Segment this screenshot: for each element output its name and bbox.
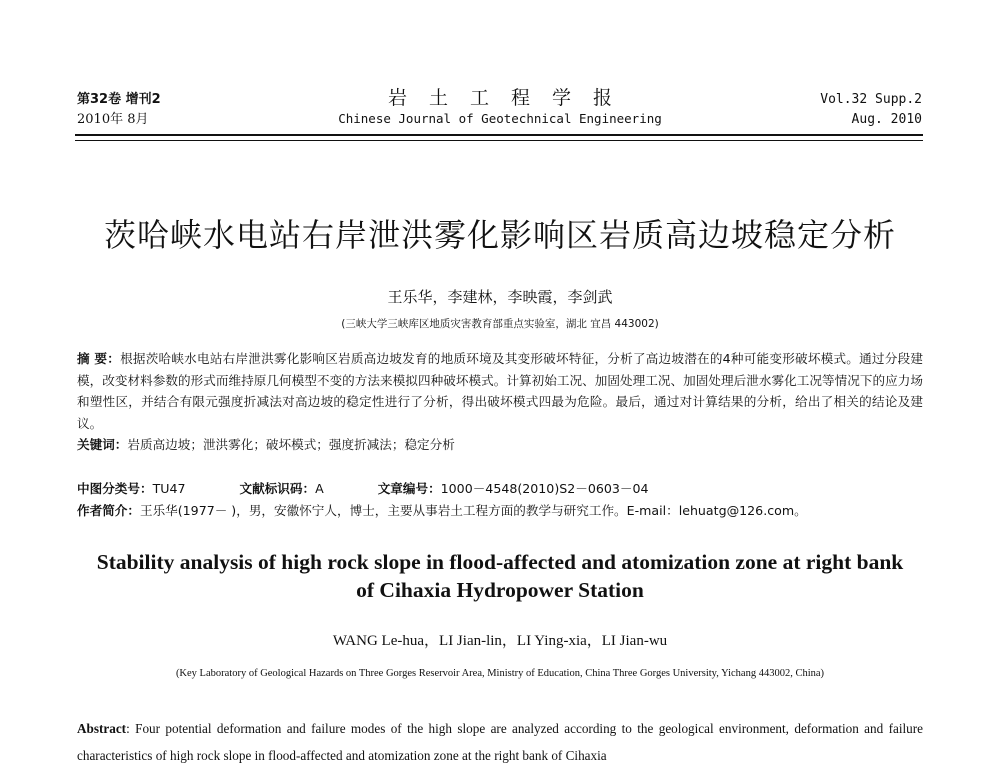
journal-name bbox=[330, 86, 670, 128]
header-rule-thick bbox=[75, 134, 923, 136]
keywords-cn bbox=[77, 434, 923, 456]
authors-cn: 王乐华，李建林，李映霞，李剑武 bbox=[387, 288, 613, 306]
keywords-cn-text: 岩质高边坡；泄洪雾化；破坏模式；强度折减法；稳定分析 bbox=[127, 437, 455, 452]
affiliation-en: (Key Laboratory of Geological Hazards on Three Gorges Reservoir Area, Ministry of Education, China Three Gorges University, Yichang 443002, China) bbox=[175, 668, 825, 679]
abstract-cn-label: 摘 要： bbox=[77, 351, 121, 366]
author-bio bbox=[77, 500, 927, 521]
bio-text: 王乐华(1977－ )，男，安徽怀宁人，博士，主要从事岩土工程方面的教学与研究工作。E-mail：lehuatg@126.com。 bbox=[139, 503, 807, 518]
paper-title-en: Stability analysis of high rock slope in flood-affected and atomization zone at right bank of Cihaxia Hydropower Station bbox=[96, 550, 904, 602]
volume-info bbox=[820, 90, 922, 130]
clc-label: 中图分类号： bbox=[77, 481, 153, 496]
bio-label: 作者简介： bbox=[77, 503, 140, 518]
keywords-cn-label: 关键词： bbox=[77, 437, 128, 452]
header-rule-thin bbox=[75, 140, 923, 141]
article-number-value: 1000－4548(2010)S2－0603－04 bbox=[440, 481, 649, 496]
abstract-cn-paragraph bbox=[77, 348, 923, 434]
issue-info bbox=[77, 90, 161, 130]
clc-value: TU47 bbox=[152, 481, 186, 496]
authors-en: WANG Le-hua，LI Jian-lin，LI Ying-xia，LI Jian-wu bbox=[332, 633, 668, 649]
issue-volume: 第32卷 增刊2 bbox=[77, 92, 161, 107]
article-number-label: 文章编号： bbox=[377, 481, 441, 496]
volume-date: Aug. 2010 bbox=[851, 112, 922, 127]
abstract-en bbox=[77, 715, 923, 769]
abstract-cn-text: 根据茨哈峡水电站右岸泄洪雾化影响区岩质高边坡发育的地质环境及其变形破坏特征，分析了高边坡潜在的4种可能变形破坏模式。通过分段建模，改变材料参数的形式而维持原几何模型不变的方法来模拟四种破坏模式。计算初始工况、加固处理工况、加固处理后泄水雾化工况等情况下的应力场和塑性区，并结合有限元强度折减法对高边坡的稳定性进行了分析，得出破坏模式四最为危险。最后，通过对计算结果的分析，给出了相关的结论及建议。 bbox=[77, 351, 923, 431]
volume-supp: Vol.32 Supp.2 bbox=[820, 92, 922, 107]
doc-code-value: A bbox=[315, 481, 324, 496]
affiliation-cn: (三峡大学三峡库区地质灾害教育部重点实验室，湖北 宜昌 443002) bbox=[341, 318, 659, 330]
paper-title-cn: 茨哈峡水电站右岸泄洪雾化影响区岩质高边坡稳定分析 bbox=[103, 216, 896, 254]
abstract-en-label: Abstract bbox=[77, 721, 127, 736]
doc-code-label: 文献标识码： bbox=[239, 481, 316, 496]
journal-name-cn: 岩土工程学报 bbox=[387, 87, 634, 109]
abstract-en-text: : Four potential deformation and failure modes of the high slope are analyzed according to the geological environment, deformation and failure characteristics of high rock slope in flood-affected and atomization zone at the right bank of Cihaxia bbox=[77, 721, 923, 763]
journal-name-en: Chinese Journal of Geotechnical Engineering bbox=[338, 111, 662, 126]
abstract-cn bbox=[77, 348, 923, 456]
issue-date: 2010年 8月 bbox=[77, 112, 149, 127]
classification-row bbox=[77, 478, 649, 499]
